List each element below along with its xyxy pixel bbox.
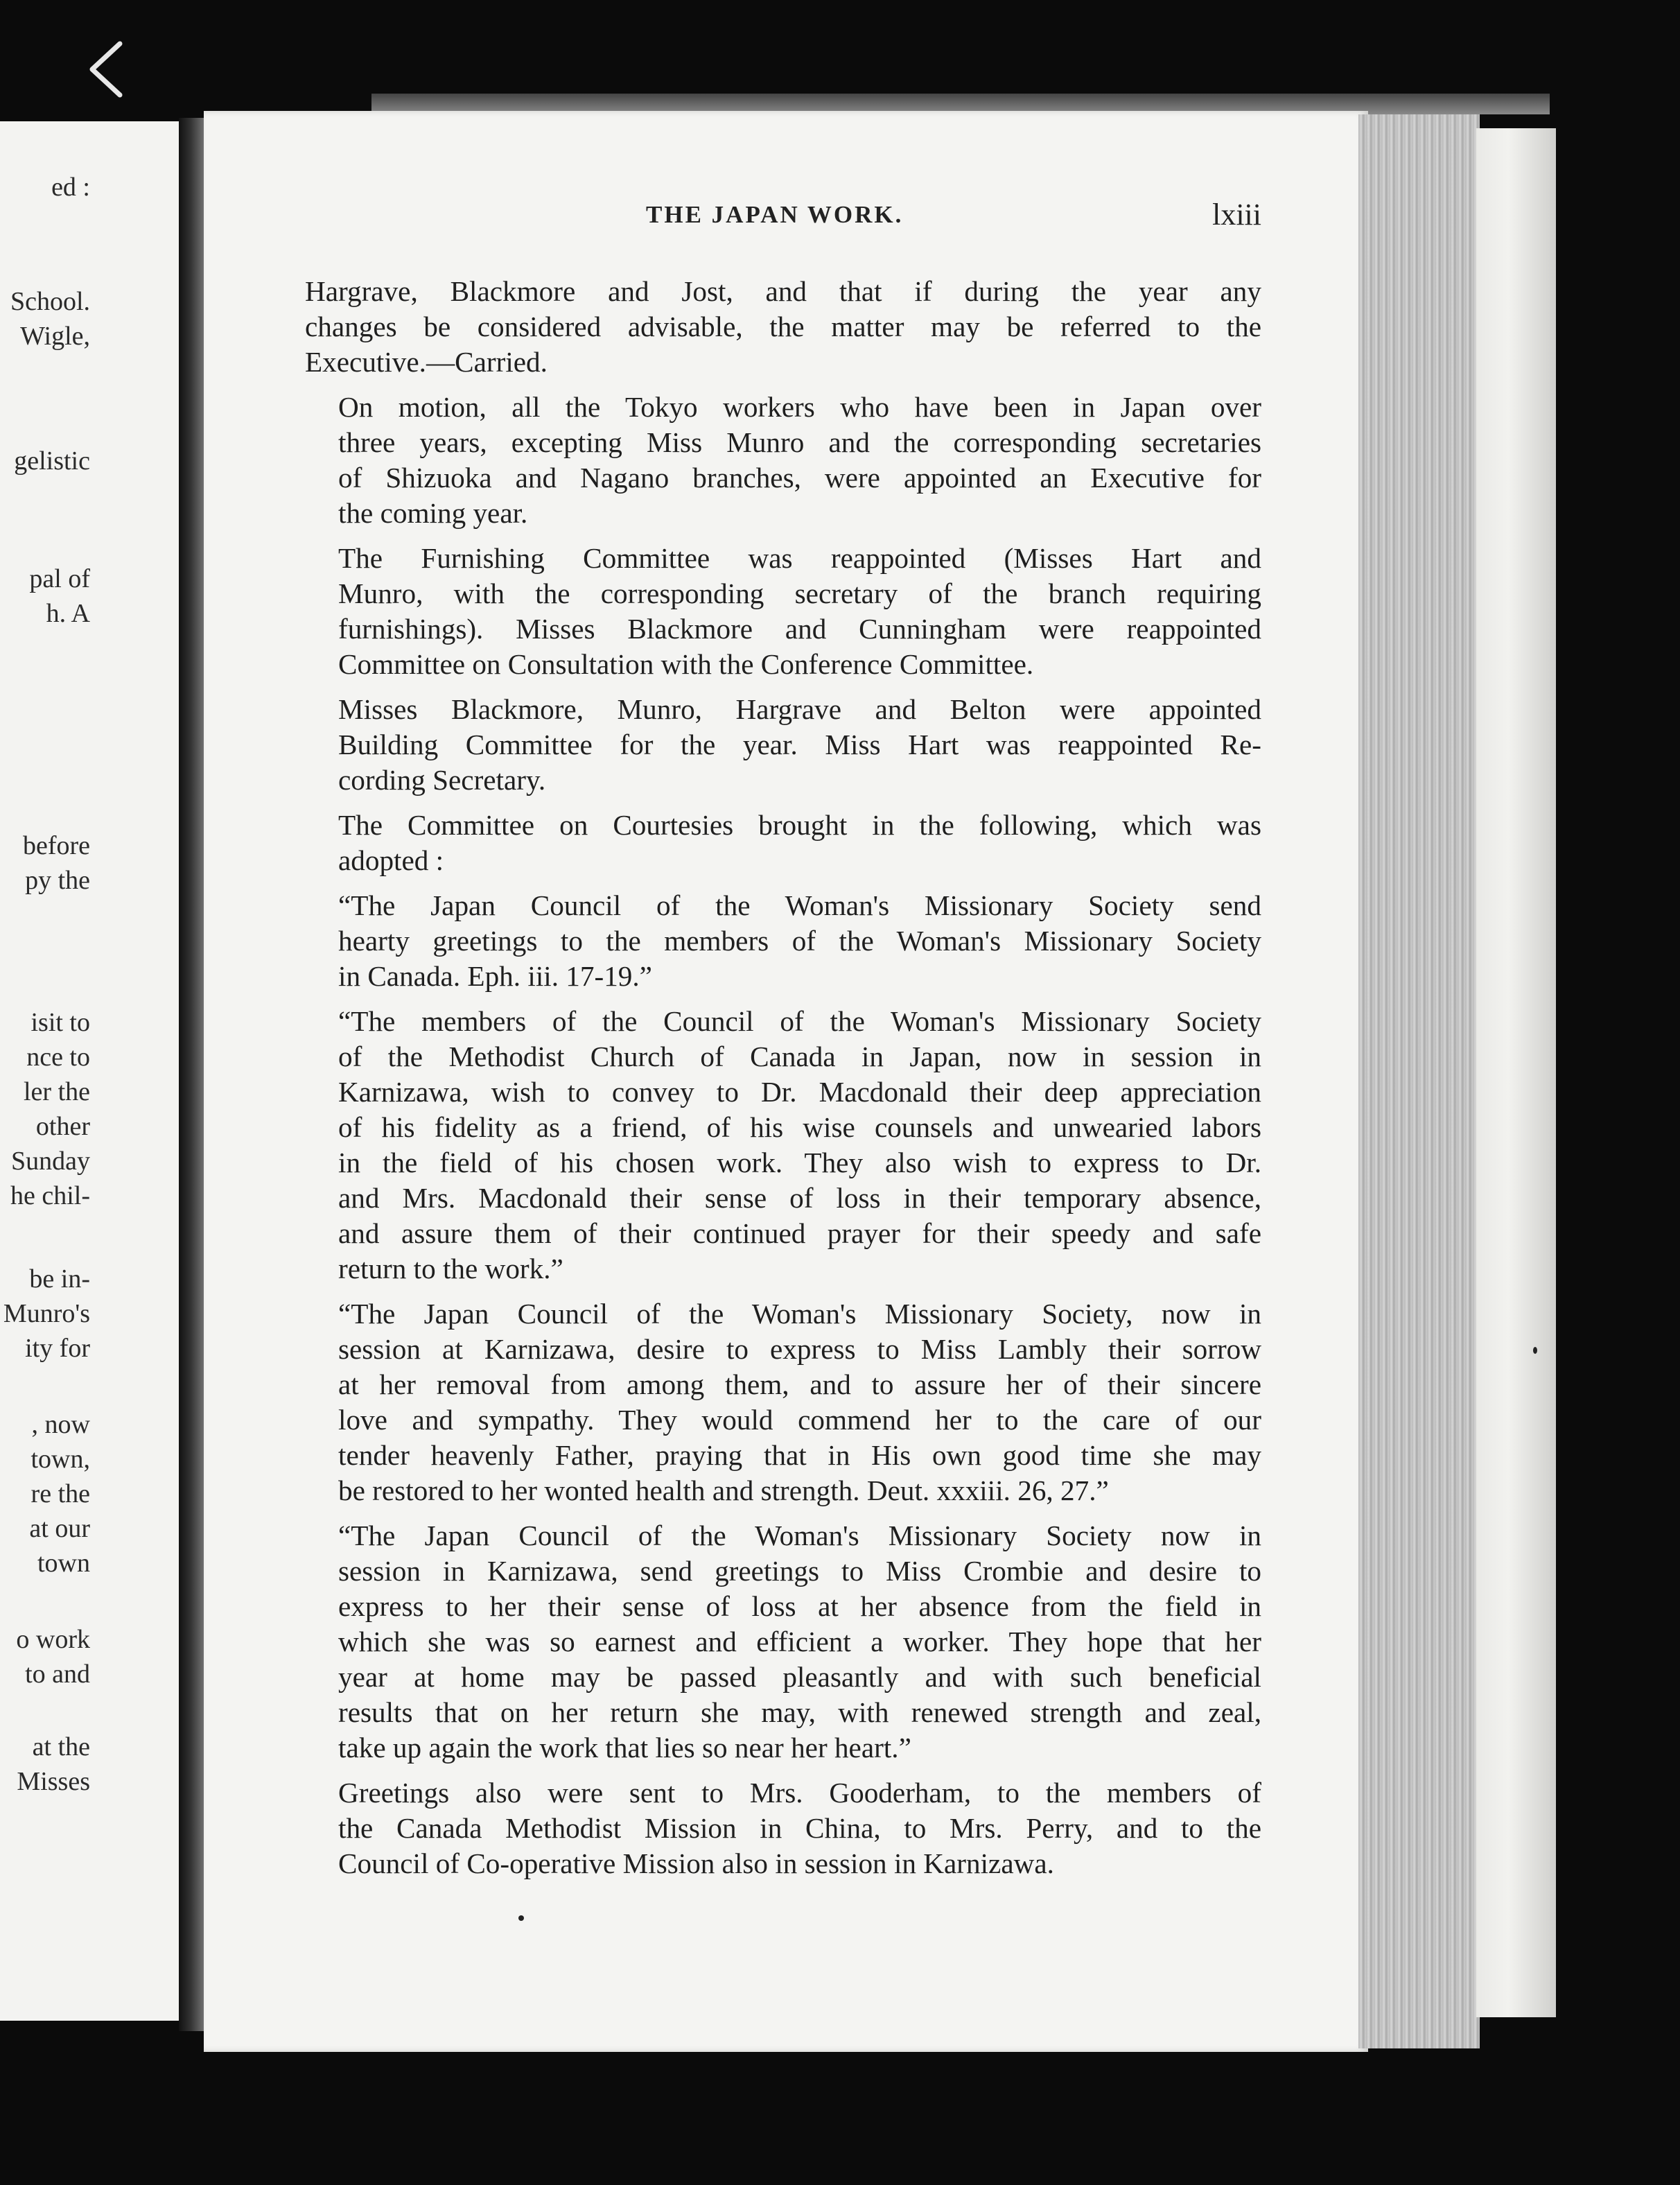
paragraph [305,541,1261,682]
left-page-text-fragment: ity for [25,1334,90,1363]
paragraph [305,692,1261,798]
left-page-text-fragment: other [35,1112,90,1141]
left-facing-page [0,121,182,2021]
left-page-text-fragment: be in- [29,1264,90,1294]
paragraph [305,1518,1261,1766]
running-title: THE JAPAN WORK. [646,201,904,228]
back-chevron-icon[interactable] [82,38,130,101]
text-line: which she was so earnest and efficient a worker. They hope that her [338,1626,1261,1657]
text-line: Council of Co-operative Mission also in session in Karnizawa. [338,1847,1054,1879]
text-line: Committee on Consultation with the Conference Committee. [338,648,1034,680]
paragraph [305,1775,1261,1881]
paragraph [305,390,1261,531]
text-line: in the field of his chosen work. They also wish to express to Dr. [338,1147,1261,1178]
text-line: “The members of the Council of the Woman's Missionary Society [338,1005,1261,1037]
text-line: Karnizawa, wish to convey to Dr. Macdonald their deep appreciation [338,1076,1261,1108]
body-text [305,274,1261,1881]
text-line: “The Japan Council of the Woman's Missionary Society send [338,889,1261,921]
paragraph [305,274,1261,380]
text-line: year at home may be passed pleasantly and with such beneficial [338,1661,1261,1693]
text-line: cording Secretary. [338,764,546,796]
text-line: results that on her return she may, with renewed strength and zeal, [338,1696,1261,1728]
left-page-text-fragment: Wigle, [20,322,90,351]
text-line: “The Japan Council of the Woman's Missionary Society now in [338,1520,1261,1551]
page-edges [1358,114,1480,2048]
text-line: The Furnishing Committee was reappointed (Misses Hart and [338,542,1261,574]
left-page-text-fragment: he chil- [10,1181,90,1210]
left-page-text-fragment: pal of [29,564,90,593]
left-page-text-fragment: before [22,831,90,860]
text-line: return to the work.” [338,1253,563,1285]
text-line: changes be considered advisable, the matter may be referred to the [305,311,1261,342]
text-line: be restored to her wonted health and strength. Deut. xxxiii. 26, 27.” [338,1474,1109,1506]
text-line: of the Methodist Church of Canada in Japan, now in session in [338,1041,1261,1072]
text-line: Hargrave, Blackmore and Jost, and that if during the year any [305,275,1261,307]
text-line: and Mrs. Macdonald their sense of loss in their temporary absence, [338,1182,1261,1214]
left-page-text-fragment: Misses [17,1767,90,1796]
text-line: session at Karnizawa, desire to express to Miss Lambly their sorrow [338,1333,1261,1365]
left-page-text-fragment: at our [29,1514,90,1543]
text-line: Building Committee for the year. Miss Hart was reappointed Re- [338,729,1261,760]
left-page-text-fragment: ed : [51,173,90,202]
book-cover-edge [1476,128,1556,2017]
left-page-text-fragment: o work [16,1625,90,1654]
text-line: session in Karnizawa, send greetings to Miss Crombie and desire to [338,1555,1261,1587]
text-line: furnishings). Misses Blackmore and Cunningham were reappointed [338,613,1261,645]
text-line: of Shizuoka and Nagano branches, were appointed an Executive for [338,462,1261,494]
left-page-text-fragment: ler the [23,1077,90,1106]
left-page-text-fragment: town, [30,1445,90,1474]
left-page-text-fragment: town [37,1549,90,1578]
left-page-text-fragment: to and [25,1660,90,1689]
text-line: hearty greetings to the members of the Woman's Missionary Society [338,925,1261,957]
text-line: of his fidelity as a friend, of his wise counsels and unwearied labors [338,1111,1261,1143]
text-line: On motion, all the Tokyo workers who have been in Japan over [338,391,1261,423]
text-line: at her removal from among them, and to assure her of their sincere [338,1368,1261,1400]
left-page-text-fragment: Sunday [11,1147,90,1176]
text-line: Munro, with the corresponding secretary of the branch requiring [338,577,1261,609]
left-page-text-fragment: gelistic [14,446,90,476]
text-line: Greetings also were sent to Mrs. Gooderham, to the members of [338,1777,1261,1809]
paragraph [305,888,1261,994]
left-page-text-fragment: h. A [46,599,90,628]
text-line: the Canada Methodist Mission in China, to Mrs. Perry, and to the [338,1812,1261,1844]
left-page-text-fragment: re the [30,1479,90,1508]
left-page-text-fragment: at the [32,1732,90,1761]
text-line: and assure them of their continued prayer for their speedy and safe [338,1217,1261,1249]
text-line: The Committee on Courtesies brought in the following, which was [338,809,1261,841]
paragraph [305,808,1261,878]
text-line: Misses Blackmore, Munro, Hargrave and Belton were appointed [338,693,1261,725]
text-line: three years, excepting Miss Munro and the corresponding secretaries [338,426,1261,458]
text-line: in Canada. Eph. iii. 17-19.” [338,960,652,992]
page-mark [518,1915,524,1921]
text-line: take up again the work that lies so near her heart.” [338,1732,911,1764]
text-line: Executive.—Carried. [305,346,548,378]
page-mark [1533,1347,1537,1354]
text-line: love and sympathy. They would commend her to the care of our [338,1404,1261,1436]
book-gutter [179,118,205,2031]
text-line: adopted : [338,844,444,876]
page-number: lxiii [1212,198,1261,232]
text-line: “The Japan Council of the Woman's Missionary Society, now in [338,1298,1261,1330]
left-page-text-fragment: nce to [26,1043,90,1072]
left-page-text-fragment: , now [31,1410,90,1439]
left-page-text-fragment: isit to [30,1008,90,1037]
paragraph [305,1296,1261,1508]
paragraph [305,1004,1261,1287]
left-page-text-fragment: py the [25,866,90,895]
page-header [305,198,1261,243]
text-line: express to her their sense of loss at her absence from the field in [338,1590,1261,1622]
text-line: tender heavenly Father, praying that in His own good time she may [338,1439,1261,1471]
left-page-text-fragment: Munro's [3,1299,90,1328]
left-page-text-fragment: School. [10,287,90,316]
text-line: the coming year. [338,497,528,529]
